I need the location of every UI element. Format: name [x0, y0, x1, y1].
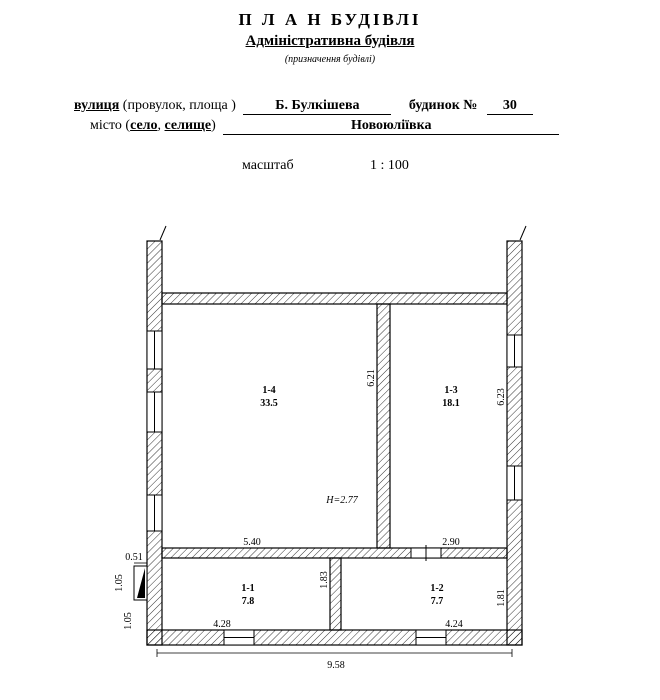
- city-label-close: ): [211, 118, 216, 133]
- walls: [147, 241, 522, 645]
- dim-porch-offset: 1.05: [123, 612, 134, 630]
- room-1-1-id: 1-1: [241, 583, 255, 594]
- dim-porch-depth: 1.05: [114, 574, 125, 592]
- room-1-3: [442, 385, 460, 409]
- wall-breaks: [160, 226, 526, 240]
- city-label-selo: село: [130, 118, 158, 133]
- house-value: 30: [487, 98, 533, 115]
- room-1-2-id: 1-2: [430, 583, 444, 594]
- room-1-1-area: 7.8: [241, 596, 255, 607]
- city-value: Новоюліївка: [223, 118, 559, 135]
- room-1-3-area: 18.1: [442, 398, 460, 409]
- south-wall: [147, 630, 522, 645]
- room-1-4-id: 1-4: [262, 385, 276, 396]
- dim-room-1-3-width: 2.90: [442, 537, 460, 548]
- dim-room-1-1-width: 4.28: [213, 619, 231, 630]
- dim-room-1-1-depth: 1.83: [319, 571, 330, 589]
- city-label-selysche: селище: [164, 118, 212, 133]
- west-wall: [147, 241, 162, 645]
- corridor-wall: [162, 548, 507, 558]
- scale-label: масштаб: [242, 158, 294, 173]
- city-label-comma: ,: [157, 118, 165, 133]
- room-1-2: [430, 583, 443, 607]
- dim-room-1-4-depth: 6.21: [366, 369, 377, 387]
- scale-value: 1 : 100: [370, 158, 409, 173]
- street-label: вулиця: [74, 98, 120, 113]
- dim-room-1-2-width: 4.24: [445, 619, 463, 630]
- plan-title: П Л А Н БУДІВЛІ: [238, 10, 422, 29]
- purpose-note: (призначення будівлі): [284, 54, 376, 65]
- porch: [134, 566, 147, 600]
- dim-total-width: 9.58: [327, 660, 345, 671]
- dim-room-1-2-depth: 1.81: [496, 589, 507, 607]
- dim-room-1-4-width: 5.40: [243, 537, 261, 548]
- house-label: будинок №: [408, 98, 478, 113]
- room-1-4: [260, 385, 278, 409]
- north-wall: [162, 293, 507, 304]
- room-1-2-area: 7.7: [430, 596, 444, 607]
- dim-room-1-3-depth: 6.23: [496, 388, 507, 406]
- east-wall: [507, 241, 522, 645]
- room-1-1: [241, 583, 254, 607]
- building-type-text: Адміністративна будівля: [245, 33, 415, 49]
- dim-porch-width: 0.51: [125, 552, 143, 563]
- room-1-4-area: 33.5: [260, 398, 278, 409]
- street-label-alt: (провулок, площа ): [119, 98, 236, 113]
- ceiling-height: H=2.77: [326, 495, 358, 506]
- partition-1-4-1-3: [377, 304, 390, 548]
- room-1-3-id: 1-3: [444, 385, 458, 396]
- street-value: Б. Булкішева: [243, 98, 391, 115]
- partition-1-1-1-2: [330, 558, 341, 630]
- city-label: місто (: [90, 118, 131, 133]
